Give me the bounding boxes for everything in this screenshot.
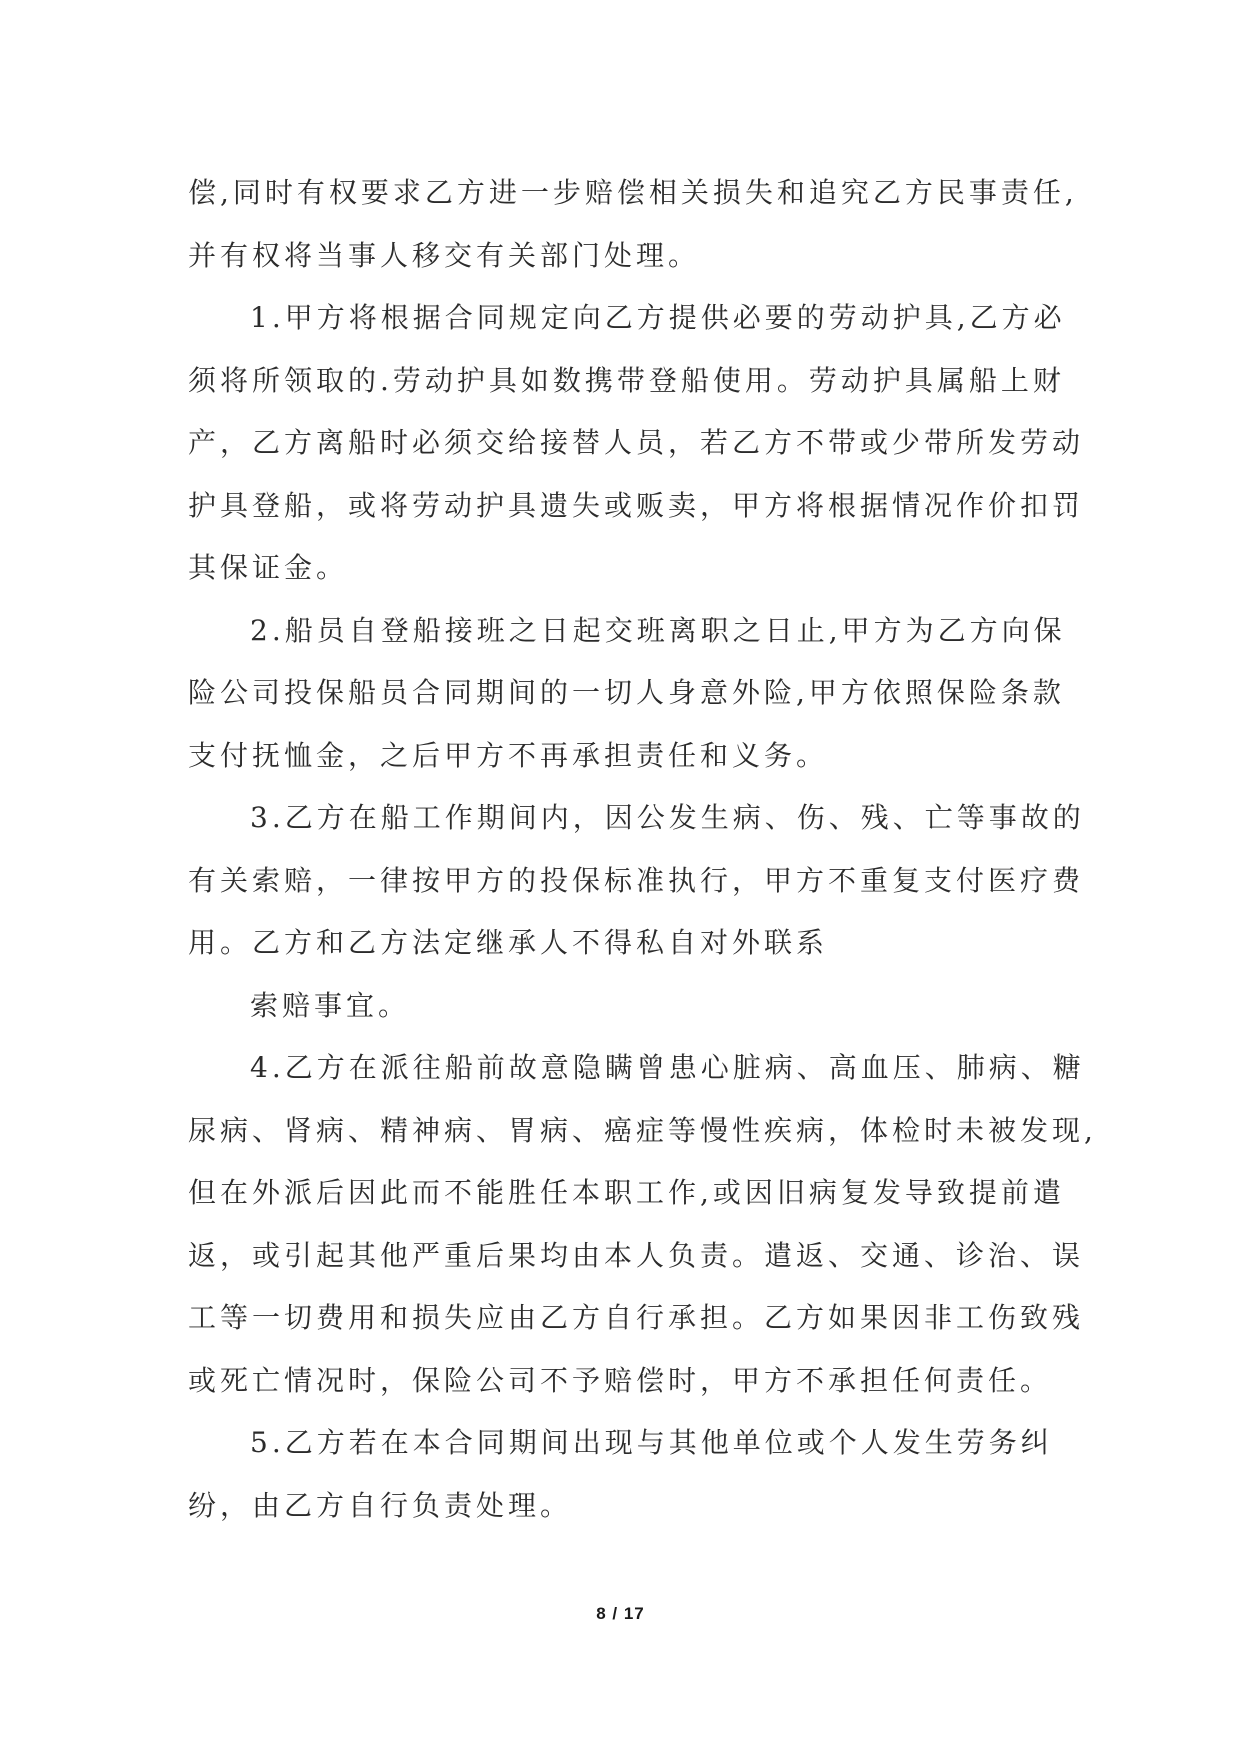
text-line: 其保证金。 (188, 551, 349, 584)
text-line: 索赔事宜。 (250, 988, 411, 1022)
text-line: 偿,同时有权要求乙方进一步赔偿相关损失和追究乙方民事责任, (188, 176, 1078, 209)
clause-3-line: 3.乙方在船工作期间内，因公发生病、伤、残、亡等事故的 (250, 801, 1085, 834)
text-line: 有关索赔，一律按甲方的投保标准执行，甲方不重复支付医疗费 (188, 863, 1085, 897)
clause-1-line: 1.甲方将根据合同规定向乙方提供必要的劳动护具,乙方必 (250, 301, 1066, 334)
text-line: 工等一切费用和损失应由乙方自行承担。乙方如果因非工伤致残 (188, 1301, 1085, 1334)
text-line: 用。乙方和乙方法定继承人不得私自对外联系 (188, 926, 829, 959)
document-body (188, 162, 1097, 1537)
clause-4-line: 4.乙方在派往船前故意隐瞒曾患心脏病、高血压、肺病、糖 (250, 1051, 1085, 1084)
text-line: 产，乙方离船时必须交给接替人员，若乙方不带或少带所发劳动 (188, 426, 1085, 459)
text-line: 支付抚恤金，之后甲方不再承担责任和义务。 (188, 738, 829, 772)
text-line: 须将所领取的.劳动护具如数携带登船使用。劳动护具属船上财 (188, 363, 1065, 397)
text-line: 或死亡情况时，保险公司不予赔偿时，甲方不承担任何责任。 (188, 1363, 1053, 1397)
text-line: 返，或引起其他严重后果均由本人负责。遣返、交通、诊治、误 (188, 1238, 1085, 1272)
text-line: 纷，由乙方自行负责处理。 (188, 1488, 573, 1522)
text-line: 并有权将当事人移交有关部门处理。 (188, 238, 701, 272)
text-line: 护具登船，或将劳动护具遗失或贩卖，甲方将根据情况作价扣罚 (188, 488, 1085, 522)
clause-5-line: 5.乙方若在本合同期间出现与其他单位或个人发生劳务纠 (250, 1426, 1053, 1459)
text-line: 尿病、肾病、精神病、胃病、癌症等慢性疾病，体检时未被发现, (188, 1113, 1097, 1147)
page-number: 8 / 17 (596, 1604, 645, 1623)
text-line: 险公司投保船员合同期间的一切人身意外险,甲方依照保险条款 (188, 676, 1065, 709)
text-line: 但在外派后因此而不能胜任本职工作,或因旧病复发导致提前遣 (188, 1176, 1065, 1209)
clause-2-line: 2.船员自登船接班之日起交班离职之日止,甲方为乙方向保 (250, 613, 1066, 647)
